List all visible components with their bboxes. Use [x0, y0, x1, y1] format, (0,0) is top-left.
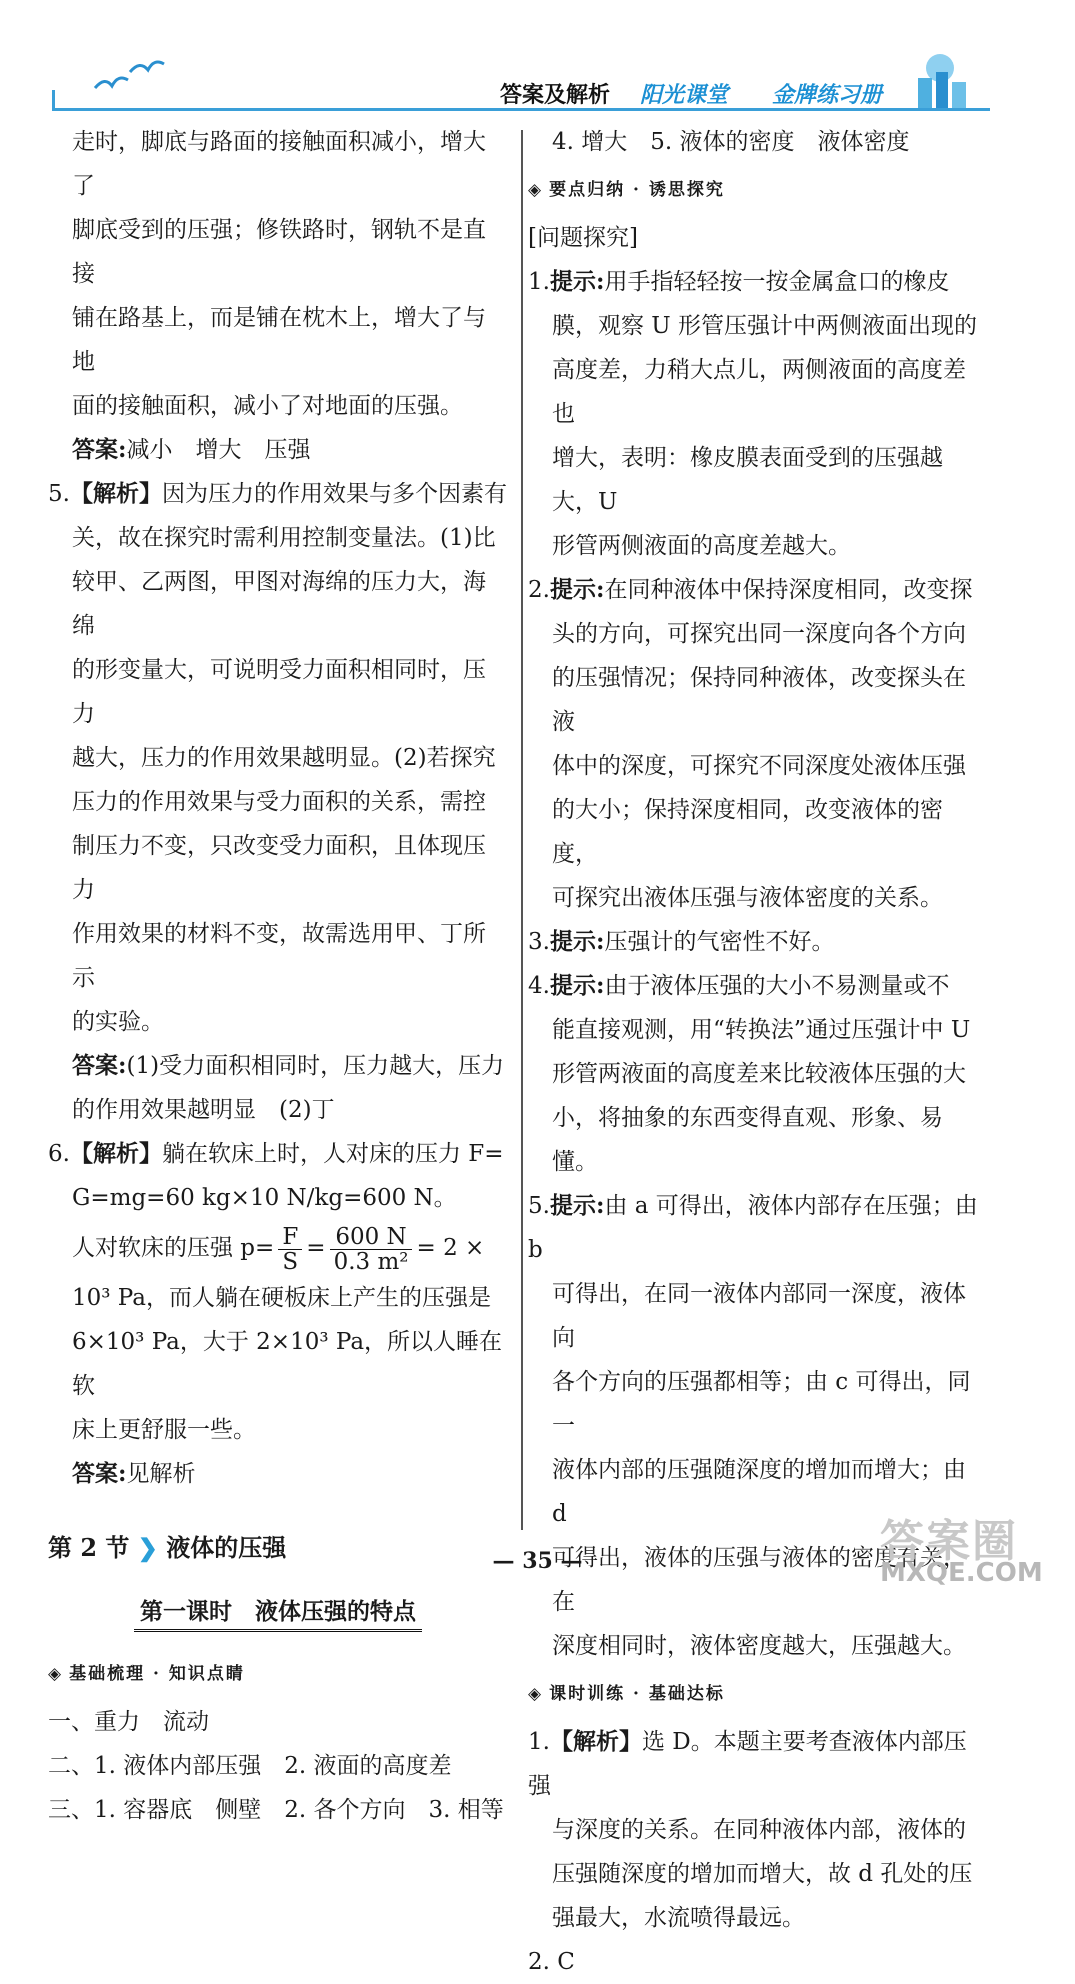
text-line: 增大，表明：橡皮膜表面受到的压强越大，U [552, 445, 943, 515]
text-line: 压强随深度的增加而增大，故 d 孔处的压 [552, 1861, 973, 1887]
subsection-tag: ◈ 基础梳理 · 知识点睛 [48, 1648, 508, 1700]
text-line: 的大小；保持深度相同，改变液体的密度， [552, 797, 943, 867]
answer-4: 答案:减小 增大 压强 [72, 436, 311, 463]
text-line: 6×10³ Pa，大于 2×10³ Pa，所以人睡在软 [72, 1329, 503, 1399]
text-line: 的压强情况；保持同种液体，改变探头在液 [552, 665, 966, 735]
right-column [528, 120, 988, 1984]
problem-heading: [问题探究] [528, 225, 638, 251]
text-line: 脚底受到的压强；修铁路时，钢轨不是直接 [72, 217, 486, 287]
text-line: 面的接触面积，减小了对地面的压强。 [72, 393, 463, 419]
header-section-label: 答案及解析 [500, 82, 611, 108]
lesson-title: 第一课时 液体压强的特点 [48, 1590, 508, 1634]
text-line: 小，将抽象的东西变得直观、形象、易懂。 [552, 1105, 943, 1175]
text-line: 可探究出液体压强与液体密度的关系。 [552, 885, 943, 911]
section-heading: 第 2 节 ❯ 液体的压强 [48, 1533, 287, 1562]
text-line: 制压力不变，只改变受力面积，且体现压力 [72, 833, 486, 903]
text-line: 与深度的关系。在同种液体内部，液体的 [552, 1817, 966, 1843]
page-header [0, 0, 1075, 140]
hint-4: 4.提示:由于液体压强的大小不易测量或不 [528, 972, 950, 999]
hint-3: 3.提示:压强计的气密性不好。 [528, 928, 835, 955]
exercise-2: 2. C [528, 1949, 575, 1975]
hint-2: 2.提示:在同种液体中保持深度相同，改变探 [528, 576, 973, 603]
building-decoration-icon [900, 50, 980, 110]
text-line: 的实验。 [72, 1009, 164, 1035]
subsection-tag: ◈ 课时训练 · 基础达标 [528, 1668, 988, 1720]
text-line: 关，故在探究时需利用控制变量法。(1)比 [72, 525, 496, 551]
column-divider [521, 130, 523, 1530]
text-line: 体中的深度，可探究不同深度处液体压强 [552, 753, 966, 779]
pressure-formula: 人对软床的压强 p= $\frac{F}{S}$ = $\frac{600 N}{\text{0.3 m²}}$ = 2 × [72, 1223, 485, 1275]
answer-5: 答案:(1)受力面积相同时，压力越大，压力 [72, 1052, 505, 1079]
fraction-f-over-s: $\frac{F}{S}$ [278, 1225, 302, 1274]
knowledge-line: 4. 增大 5. 液体的密度 液体密度 [552, 129, 910, 155]
knowledge-line: 三、1. 容器底 侧壁 2. 各个方向 3. 相等 [48, 1797, 504, 1823]
text-line: 压力的作用效果与受力面积的关系，需控 [72, 789, 486, 815]
question-6: 6.【解析】躺在软床上时，人对床的压力 F= [48, 1140, 504, 1167]
text-line: 膜，观察 U 形管压强计中两侧液面出现的 [552, 313, 978, 339]
text-line: 强最大，水流喷得最远。 [552, 1905, 805, 1931]
text-line: 液体内部的压强随深度的增加而增大；由 d [552, 1457, 966, 1527]
knowledge-line: 一、重力 流动 [48, 1709, 209, 1735]
birds-decoration-icon [90, 58, 170, 105]
hint-5: 5.提示:由 a 可得出，液体内部存在压强；由 b [528, 1192, 978, 1263]
text-line: 可得出，在同一液体内部同一深度，液体向 [552, 1281, 966, 1351]
watermark-logo: 答案圈 [880, 1516, 1018, 1567]
subsection-tag: ◈ 要点归纳 · 诱思探究 [528, 164, 988, 216]
text-line: 深度相同时，液体密度越大，压强越大。 [552, 1633, 966, 1659]
text-line: 的作用效果越明显 (2)丁 [72, 1097, 335, 1123]
text-line: 高度差，力稍大点儿，两侧液面的高度差也 [552, 357, 966, 427]
text-line: 较甲、乙两图，甲图对海绵的压力大，海绵 [72, 569, 486, 639]
hint-1: 1.提示:用手指轻轻按一按金属盒口的橡皮 [528, 268, 950, 295]
text-line: 的形变量大，可说明受力面积相同时，压力 [72, 657, 486, 727]
header-brand-2: 金牌练习册 [772, 82, 883, 108]
chevron-right-icon: ❯ [137, 1533, 158, 1562]
text-line: G=mg=60 kg×10 N/kg=600 N。 [72, 1185, 457, 1211]
text-line: 10³ Pa，而人躺在硬板床上产生的压强是 [72, 1285, 491, 1311]
left-column [48, 120, 508, 1832]
fraction-600n-over-area: $\frac{600 N}{\text{0.3 m²}}$ [330, 1225, 413, 1274]
page-number: — 35 — [492, 1548, 583, 1574]
text-line: 各个方向的压强都相等；由 c 可得出，同一 [552, 1369, 971, 1439]
text-line: 头的方向，可探究出同一深度向各个方向 [552, 621, 966, 647]
text-line: 形管两侧液面的高度差越大。 [552, 533, 851, 559]
text-line: 床上更舒服一些。 [72, 1417, 256, 1443]
question-5: 5.【解析】因为压力的作用效果与多个因素有 [48, 480, 507, 507]
text-line: 铺在路基上，而是铺在枕木上，增大了与地 [72, 305, 486, 375]
text-line: 可得出，液体的压强与液体的密度有关，在 [552, 1545, 966, 1615]
text-line: 走时，脚底与路面的接触面积减小，增大了 [72, 129, 486, 199]
header-rule-corner [52, 90, 55, 111]
text-line: 作用效果的材料不变，故需选用甲、丁所示 [72, 921, 486, 991]
answer-6: 答案:见解析 [72, 1460, 196, 1487]
watermark-text: MXQE.COM [880, 1558, 1043, 1588]
text-line: 越大，压力的作用效果越明显。(2)若探究 [72, 745, 496, 771]
knowledge-line: 二、1. 液体内部压强 2. 液面的高度差 [48, 1753, 452, 1779]
header-brand-1: 阳光课堂 [640, 82, 729, 108]
text-line: 形管两液面的高度差来比较液体压强的大 [552, 1061, 966, 1087]
text-line: 能直接观测，用“转换法”通过压强计中 U [552, 1017, 971, 1043]
exercise-1: 1.【解析】选 D。本题主要考查液体内部压强 [528, 1728, 967, 1799]
